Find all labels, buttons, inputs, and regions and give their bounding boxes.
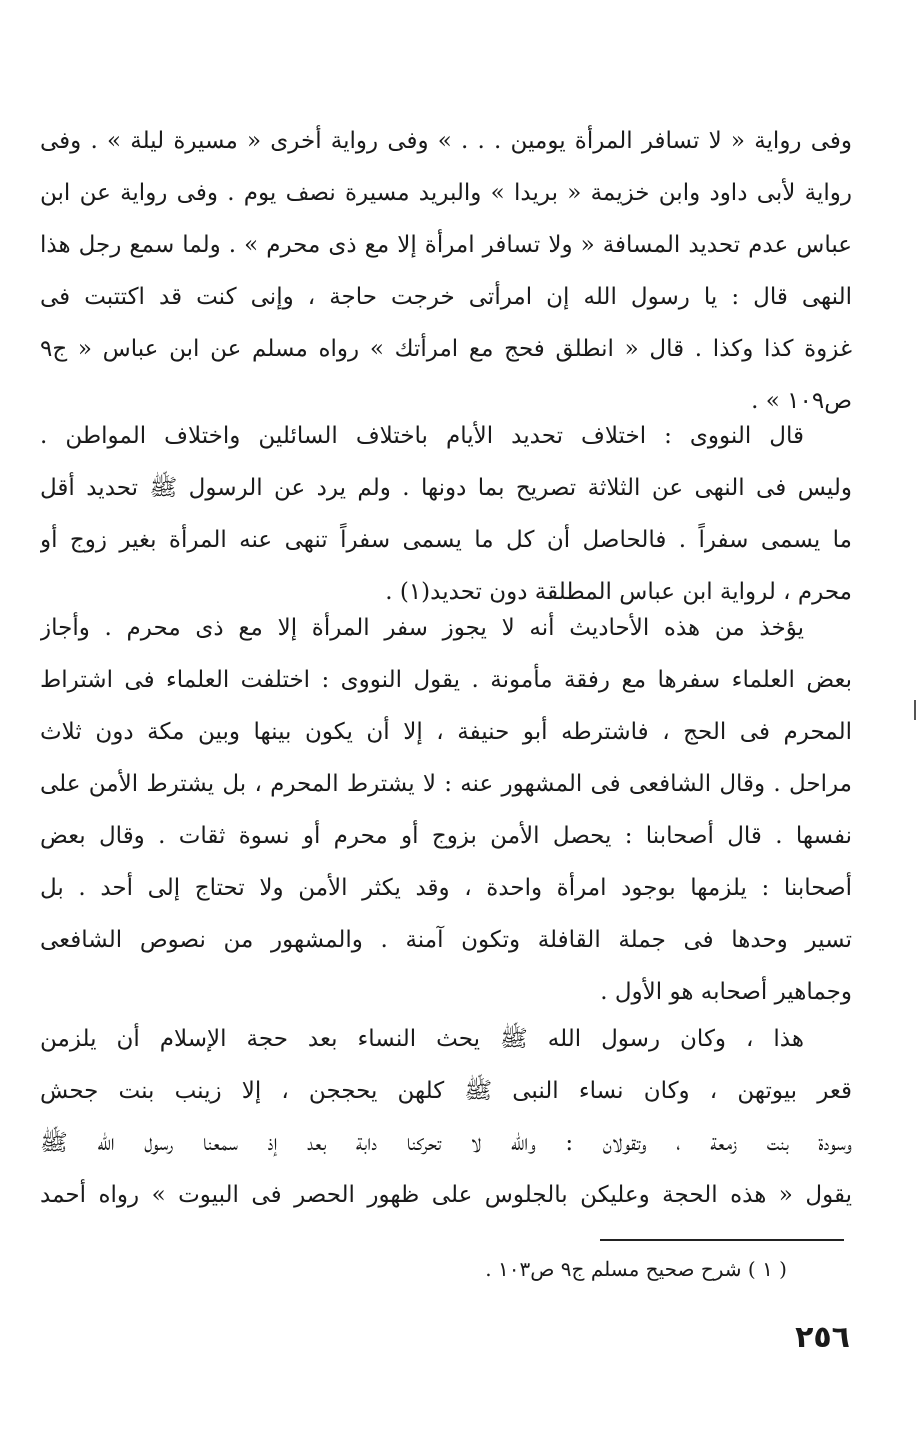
paragraph-1 — [40, 115, 852, 427]
text-line: ص١٠٩ » . — [751, 388, 852, 414]
text-line: وسودة بنت زمعة ، وتقولان : والله لا تحركنا دابة بعد إذ سمعنا رسول الله ﷺ — [40, 1130, 852, 1156]
footnote-divider — [600, 1239, 844, 1241]
scan-edge-mark — [914, 700, 916, 720]
text-line: النهى قال : يا رسول الله إن امرأتى خرجت حاجة ، وإنى كنت قد اكتتبت فى — [40, 284, 852, 310]
text-line: أصحابنا : يلزمها بوجود امرأة واحدة ، وقد يكثر الأمن ولا تحتاج إلى أحد . بل — [40, 875, 852, 901]
text-line: عباس عدم تحديد المسافة « ولا تسافر امرأة إلا مع ذى محرم » . ولما سمع رجل هذا — [40, 232, 852, 258]
page-number: ٢٥٦ — [795, 1320, 850, 1355]
text-line: وفى رواية « لا تسافر المرأة يومين . . . » وفى رواية أخرى « مسيرة ليلة » . وفى — [40, 128, 852, 154]
text-line: يقول « هذه الحجة وعليكن بالجلوس على ظهور الحصر فى البيوت » رواه أحمد — [40, 1182, 852, 1208]
text-line: ما يسمى سفراً . فالحاصل أن كل ما يسمى سفراً تنهى عنه المرأة بغير زوج أو — [40, 527, 852, 553]
text-line: نفسها . قال أصحابنا : يحصل الأمن بزوج أو محرم أو نسوة ثقات . وقال بعض — [40, 823, 852, 849]
text-line: قال النووى : اختلاف تحديد الأيام باختلاف السائلين واختلاف المواطن . — [40, 423, 804, 449]
text-line: قعر بيوتهن ، وكان نساء النبى ﷺ كلهن يحججن ، إلا زينب بنت جحش — [40, 1078, 852, 1104]
text-line: يؤخذ من هذه الأحاديث أنه لا يجوز سفر المرأة إلا مع ذى محرم . وأجاز — [40, 615, 804, 641]
text-line: وليس فى النهى عن الثلاثة تصريح بما دونها . ولم يرد عن الرسول ﷺ تحديد أقل — [40, 475, 852, 501]
text-line: تسير وحدها فى جملة القافلة وتكون آمنة . والمشهور من نصوص الشافعى — [40, 927, 852, 953]
text-line: محرم ، لرواية ابن عباس المطلقة دون تحديد(١) . — [385, 579, 852, 605]
paragraph-2 — [40, 410, 852, 618]
text-line: مراحل . وقال الشافعى فى المشهور عنه : لا يشترط المحرم ، بل يشترط الأمن على — [40, 771, 852, 797]
text-line: وجماهير أصحابه هو الأول . — [600, 979, 852, 1005]
footnote: ( ١ ) شرح صحيح مسلم ج٩ ص١٠٣ . — [485, 1257, 787, 1281]
text-line: بعض العلماء سفرها مع رفقة مأمونة . يقول النووى : اختلفت العلماء فى اشتراط — [40, 667, 852, 693]
text-line: غزوة كذا وكذا . قال « انطلق فحج مع امرأتك » رواه مسلم عن ابن عباس « ج٩ — [40, 336, 852, 362]
text-line: المحرم فى الحج ، فاشترطه أبو حنيفة ، إلا أن يكون بينها وبين مكة دون ثلاث — [40, 719, 852, 745]
text-line: رواية لأبى داود وابن خزيمة « بريدا » والبريد مسيرة نصف يوم . وفى رواية عن ابن — [40, 180, 852, 206]
text-line: هذا ، وكان رسول الله ﷺ يحث النساء بعد حجة الإسلام أن يلزمن — [40, 1026, 804, 1052]
paragraph-4 — [40, 1013, 852, 1221]
paragraph-3 — [40, 602, 852, 1018]
